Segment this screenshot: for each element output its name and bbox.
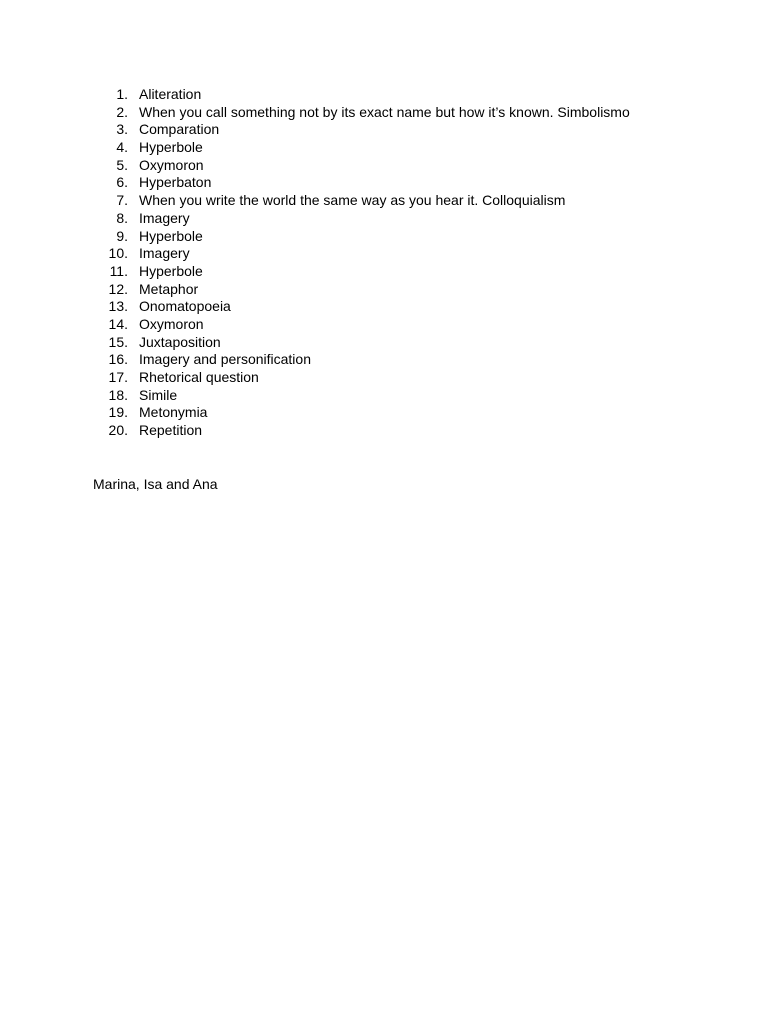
item-number: 18. bbox=[108, 386, 128, 403]
item-number: 10. bbox=[108, 245, 128, 262]
item-text: Oxymoron bbox=[139, 156, 204, 173]
item-text: Metonymia bbox=[139, 404, 208, 421]
item-number: 1. bbox=[116, 86, 128, 102]
item-number: 14. bbox=[108, 315, 128, 332]
item-number: 9. bbox=[116, 227, 128, 244]
item-text: Simile bbox=[139, 386, 178, 403]
item-number: 2. bbox=[116, 103, 128, 120]
item-number: 11. bbox=[109, 262, 128, 279]
item-number: 17. bbox=[108, 369, 128, 385]
item-text: Hyperbole bbox=[139, 227, 203, 244]
item-text: Hyperbole bbox=[139, 262, 203, 279]
item-number: 13. bbox=[108, 298, 128, 315]
item-text: Imagery bbox=[139, 209, 190, 226]
item-number: 12. bbox=[108, 280, 128, 297]
item-text: When you call something not by its exact name but how it’s known. Simbolismo bbox=[139, 103, 630, 120]
item-text: Comparation bbox=[139, 121, 220, 138]
item-text: Juxtaposition bbox=[139, 333, 221, 350]
item-number: 20. bbox=[108, 422, 128, 439]
item-number: 16. bbox=[108, 351, 128, 368]
item-number: 8. bbox=[116, 209, 128, 226]
item-text: Onomatopoeia bbox=[139, 298, 231, 315]
item-number: 4. bbox=[116, 139, 128, 156]
item-text: When you write the world the same way as you hear it. Colloquialism bbox=[139, 192, 566, 209]
item-number: 7. bbox=[116, 192, 128, 209]
item-number: 15. bbox=[108, 333, 128, 350]
item-number: 6. bbox=[116, 174, 128, 191]
item-number: 5. bbox=[116, 156, 128, 173]
item-text: Oxymoron bbox=[139, 315, 204, 332]
item-text: Repetition bbox=[139, 422, 203, 439]
item-text: Aliteration bbox=[139, 86, 202, 102]
item-text: Imagery and personification bbox=[139, 351, 311, 368]
item-text: Rhetorical question bbox=[139, 369, 259, 385]
signature-authors: Marina, Isa and Ana bbox=[93, 476, 218, 492]
item-number: 19. bbox=[108, 404, 128, 421]
item-text: Imagery bbox=[139, 245, 190, 262]
item-number: 3. bbox=[116, 121, 128, 138]
item-text: Hyperbaton bbox=[139, 174, 212, 191]
item-text: Hyperbole bbox=[139, 139, 203, 156]
item-text: Metaphor bbox=[139, 280, 199, 297]
